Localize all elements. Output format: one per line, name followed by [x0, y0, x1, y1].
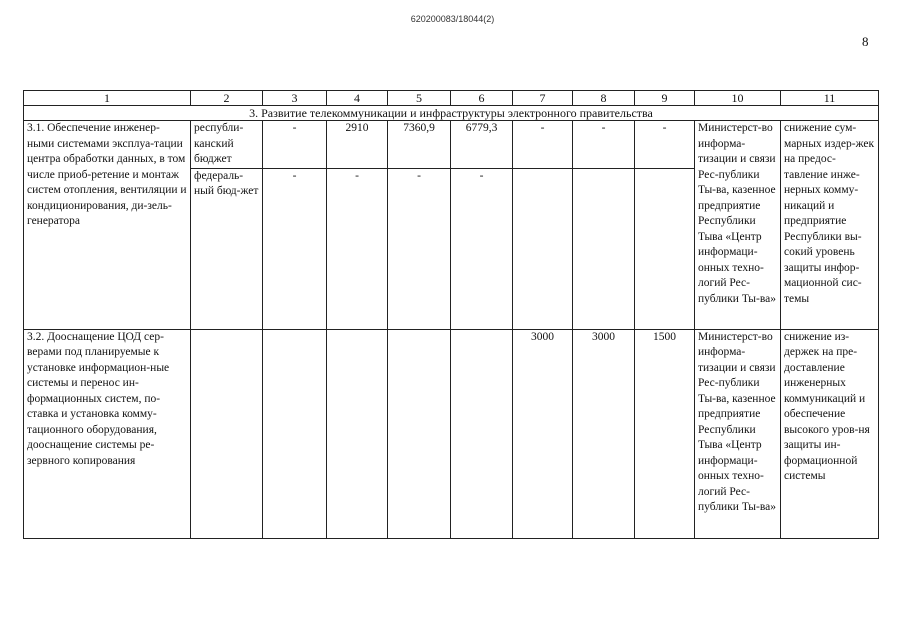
result-cell: снижение из-держек на пре-доставление инженерных коммуникаций и обеспечение высокого уров-ня защиты ин-формационной системы — [781, 329, 879, 538]
value-cell: - — [451, 168, 513, 329]
table-row — [24, 329, 879, 538]
section-row — [24, 106, 879, 121]
column-number: 11 — [781, 91, 879, 106]
value-cell: 1500 — [635, 329, 695, 538]
value-cell: - — [327, 168, 388, 329]
column-number-row — [24, 91, 879, 106]
value-cell: - — [263, 121, 327, 169]
column-number: 5 — [388, 91, 451, 106]
column-number: 3 — [263, 91, 327, 106]
value-cell: 7360,9 — [388, 121, 451, 169]
item-description: 3.2. Дооснащение ЦОД сер-верами под планируемые к установке информацион-ные системы и перенос ин-формационных систем, по-ставка и установка комму-тационного оборудования, дооснащение системы ре-зервного копирования — [24, 329, 191, 538]
table-row — [24, 121, 879, 169]
column-number: 6 — [451, 91, 513, 106]
column-number: 2 — [191, 91, 263, 106]
value-cell — [635, 168, 695, 329]
value-cell: - — [635, 121, 695, 169]
result-cell: снижение сум-марных издер-жек на предос-тавление инже-нерных комму-никаций и предприятие Республики вы-сокий уровень защиты инфор-мационной сис-темы — [781, 121, 879, 330]
value-cell: - — [388, 168, 451, 329]
value-cell: - — [573, 121, 635, 169]
item-description: 3.1. Обеспечение инженер-ными системами эксплуа-тации центра обработки данных, в том числе приоб-ретение и монтаж систем отопления, вентиляции и кондиционирования, ди-зель-генератора — [24, 121, 191, 330]
page-number: 8 — [862, 34, 869, 49]
column-number: 8 — [573, 91, 635, 106]
column-number: 7 — [513, 91, 573, 106]
column-number: 4 — [327, 91, 388, 106]
value-cell: 2910 — [327, 121, 388, 169]
column-number: 1 — [24, 91, 191, 106]
section-title: 3. Развитие телекоммуникации и инфраструктуры электронного правительства — [24, 106, 879, 121]
value-cell: 3000 — [513, 329, 573, 538]
column-number: 10 — [695, 91, 781, 106]
value-cell — [451, 329, 513, 538]
program-table — [23, 90, 879, 539]
value-cell — [327, 329, 388, 538]
value-cell — [263, 329, 327, 538]
executor-cell: Министерст-во информа-тизации и связи Рес-публики Ты-ва, казенное предприятие Республики Тыва «Центр информаци-онных техно-логий Рес-публики Ты-ва» — [695, 329, 781, 538]
value-cell — [573, 168, 635, 329]
document-id: 620200083/18044(2) — [410, 14, 495, 24]
funding-source — [191, 329, 263, 538]
executor-cell: Министерст-во информа-тизации и связи Рес-публики Ты-ва, казенное предприятие Республики Тыва «Центр информаци-онных техно-логий Рес-публики Ты-ва» — [695, 121, 781, 330]
value-cell: - — [513, 121, 573, 169]
funding-source: федераль-ный бюд-жет — [191, 168, 263, 329]
value-cell: 6779,3 — [451, 121, 513, 169]
value-cell: - — [263, 168, 327, 329]
funding-source: республи-канский бюджет — [191, 121, 263, 169]
value-cell — [388, 329, 451, 538]
column-number: 9 — [635, 91, 695, 106]
value-cell — [513, 168, 573, 329]
value-cell: 3000 — [573, 329, 635, 538]
